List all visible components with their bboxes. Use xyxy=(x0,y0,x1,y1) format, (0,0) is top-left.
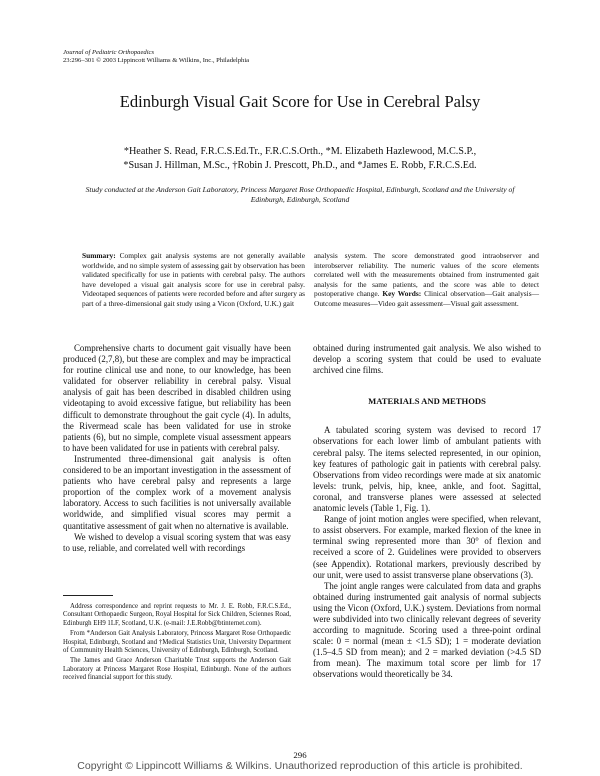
footnote-divider xyxy=(63,595,113,596)
journal-citation: 23:296–301 © 2003 Lippincott Williams & Wilkins, Inc., Philadelphia xyxy=(63,57,250,64)
footnote-correspondence: Address correspondence and reprint requests to Mr. J. E. Robb, F.R.C.S.Ed., Consultant Orthopaedic Surgeon, Royal Hospital for Sick Children, Sciennes Road, Edinburgh EH9 1LF, Scotland, U.K. (e-mail: J.E.Robb@btinternet.com). xyxy=(63,603,291,627)
affiliation: Study conducted at the Anderson Gait Laboratory, Princess Margaret Rose Orthopaedic Hospital, Edinburgh, Scotland and the University of Edinburgh, Edinburgh, Scotland xyxy=(85,185,515,204)
paragraph: The joint angle ranges were calculated from data and graphs obtained during instrumented gait analysis of normal subjects using the Vicon (Oxford, U.K.) system. Deviations from normal were subdivided into two clinically relevant degrees of severity according to magnitude. Scoring used a three-point ordinal scale: 0 = normal (mean ± <1.5 SD); 1 = moderate deviation (1.5–4.5 SD from mean); and 2 = marked deviation (>4.5 SD from mean). The maximum total score per limb for 17 observations would theoretically be 34. xyxy=(313,580,541,680)
paragraph: A tabulated scoring system was devised to record 17 observations for each lower limb of ambulant patients with cerebral palsy. The items selected represented, in our opinion, key features of pathologic gait in patients with cerebral palsy. Observations from video recordings were made at six anatomic levels: trunk, pelvis, hip, knee, ankle, and foot. Sagittal, coronal, and transverse planes were assessed at selected anatomic levels (Table 1, Fig. 1). xyxy=(313,425,541,514)
body-column-left xyxy=(63,343,291,554)
keywords-label: Key Words: xyxy=(382,289,422,298)
journal-name: Journal of Pediatric Orthopaedics xyxy=(63,49,155,56)
authors-line-1: *Heather S. Read, F.R.C.S.Ed.Tr., F.R.C.S.Orth., *M. Elizabeth Hazlewood, M.C.S.P., xyxy=(123,146,477,157)
paragraph: Instrumented three-dimensional gait analysis is often considered to be an important investigation in the assessment of patients who have cerebral palsy and represents a large proportion of the complex work of a movement analysis laboratory. Access to such facilities is not universally available worldwide, and simplified visual scores may permit a quantitative assessment of gait when no alternative is available. xyxy=(63,453,291,531)
journal-header xyxy=(63,49,249,65)
footnote-affiliations: From *Anderson Gait Analysis Laboratory, Princess Margaret Rose Orthopaedic Hospital, Edinburgh, Scotland and †Medical Statistics Unit, University Department of Community Health Sciences, University of Edinburgh, Edinburgh, Scotland. xyxy=(63,630,291,655)
page-number: 296 xyxy=(293,750,307,760)
paragraph: Comprehensive charts to document gait visually have been produced (2,7,8), but these are complex and may be impractical for routine clinical use and none, to our knowledge, has been validated for observer reliability in cerebral palsy. Visual analysis of gait has been described in disabled children using videotaping to avoid excessive fatigue, but reliability has been difficult to demonstrate throughout the gait cycle (4). In adults, the Rivermead scale has been validated for use in stroke patients (6), but no simple, complete visual assessment appears to have been validated for use in patients with cerebral palsy. xyxy=(63,343,291,453)
copyright-notice: Copyright © Lippincott Williams & Wilkins. Unauthorized reproduction of this article is prohibited. xyxy=(77,760,523,772)
keywords-text: Clinical observation—Gait analysis—Outcome measures—Video gait assessment—Visual gait assessment. xyxy=(314,289,539,308)
paragraph: We wished to develop a visual scoring system that was easy to use, reliable, and correlated well with recordings xyxy=(63,531,291,553)
footnote-funding: The James and Grace Anderson Charitable Trust supports the Anderson Gait Laboratory at Princess Margaret Rose Hospital, Edinburgh. None of the authors received financial support for this study. xyxy=(63,657,291,682)
authors-line-2: *Susan J. Hillman, M.Sc., †Robin J. Prescott, Ph.D., and *James E. Robb, F.R.C.S.Ed. xyxy=(123,159,477,171)
article-title: Edinburgh Visual Gait Score for Use in Cerebral Palsy xyxy=(119,92,481,111)
summary-left xyxy=(82,251,305,308)
body-column-right xyxy=(313,343,541,681)
paragraph: obtained during instrumented gait analysis. We also wished to develop a scoring system that could be used to evaluate archived cine films. xyxy=(313,343,541,376)
author-list xyxy=(0,145,600,172)
footnotes xyxy=(63,603,291,685)
paragraph: Range of joint motion angles were specified, when relevant, to assist observers. For example, marked flexion of the knee in terminal swing represented more than 30° of flexion and received a score of 2. Guidelines were provided to observers (see Appendix). Rotational markers, previously described by our unit, were used to assist transverse plane observations (3). xyxy=(313,514,541,580)
section-heading: MATERIALS AND METHODS xyxy=(368,396,486,407)
summary-right xyxy=(314,251,539,308)
summary-label: Summary: xyxy=(82,251,116,260)
summary-text-right: analysis system. The score demonstrated good intraobserver and interobserver reliability. The numeric values of the score elements correlated well with the measurements obtained from instrumented gait analysis for the same patients, and the score was able to detect postoperative change. xyxy=(314,251,539,298)
summary-text-left: Complex gait analysis systems are not generally available worldwide, and no simple system of assessing gait by observation has been validated specifically for use in patients with cerebral palsy. The authors have developed a visual gait analysis score for use in cerebral palsy. Videotaped sequences of patients were recorded before and after surgery as part of a three-dimensional gait study using a Vicon (Oxford, U.K.) gait xyxy=(82,251,305,308)
